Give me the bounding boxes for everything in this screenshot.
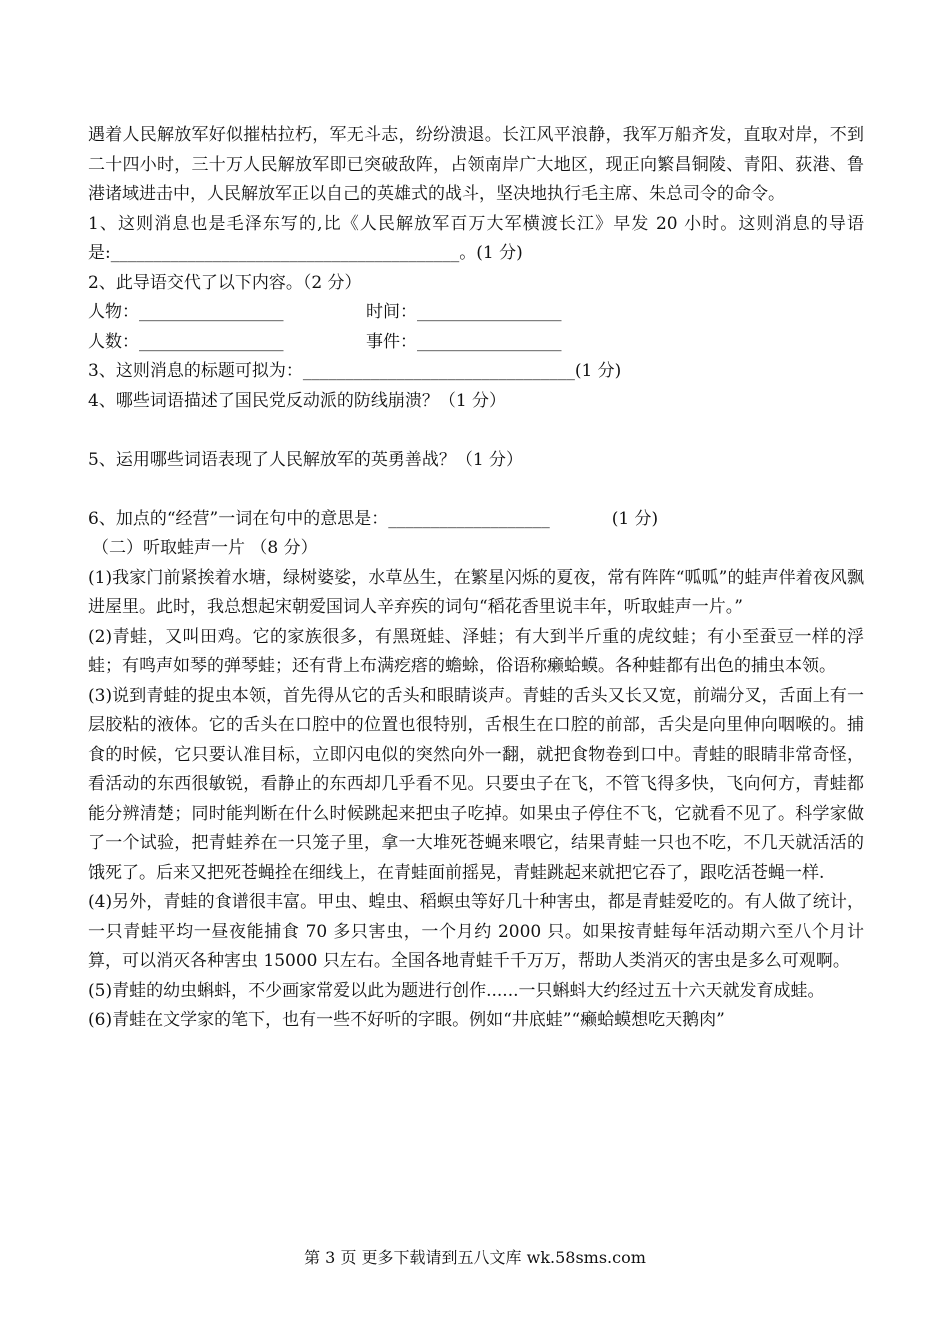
question-3: 3、这则消息的标题可拟为：________________________________(1 分) [88,361,622,381]
question-1: 1、这则消息也是毛泽东写的,比《人民解放军百万大军横渡长江》早发 20 小时。这则消息的导语是:_________________________________________。(1 分) [88,213,864,263]
question-6 [88,505,864,535]
people-blank: 人物：_________________ [88,302,284,322]
question-6-score: (1 分) [611,508,659,529]
count-blank: 人数：_________________ [88,331,284,352]
question-2-row-1 [88,298,864,328]
answer-space [88,416,864,446]
passage-paragraph-2: (2)青蛙，又叫田鸡。它的家族很多，有黑斑蛙、泽蛙；有大到半斤重的虎纹蛙；有小至蚕豆一样的浮蛙；有鸣声如琴的弹琴蛙；还有背上布满疙瘩的蟾蜍，俗语称癞蛤蟆。各种蛙都有出色的捕虫本领。 [88,626,864,676]
question-5: 5、运用哪些词语表现了人民解放军的英勇善战？（1 分） [88,449,524,470]
answer-space [88,475,864,505]
passage-paragraph-5: (5)青蛙的幼虫蝌蚪，不少画家常爱以此为题进行创作......一只蝌蚪大约经过五十六天就发育成蛙。 [88,980,825,1001]
document-page [88,121,864,1036]
section-title: （二）听取蛙声一片 （8 分） [92,538,318,558]
passage-paragraph-6: (6)青蛙在文学家的笔下，也有一些不好听的字眼。例如“井底蛙”“癞蛤蟆想吃天鹅肉” [88,1010,725,1030]
question-6-text: 6、加点的“经营”一词在句中的意思是：___________________ [88,508,550,529]
page-footer: 第 3 页 更多下载请到五八文库 wk.58sms.com [304,1248,646,1267]
passage-paragraph-1: (1)我家门前紧挨着水塘，绿树婆娑，水草丛生，在繁星闪烁的夏夜，常有阵阵“呱呱”的蛙声伴着夜风飘进屋里。此时，我总想起宋朝爱国词人辛弃疾的词句“稻花香里说丰年，听取蛙声一片。” [88,567,864,617]
passage-paragraph-4: (4)另外，青蛙的食谱很丰富。甲虫、蝗虫、稻螟虫等好几十种害虫，都是青蛙爱吃的。有人做了统计，一只青蛙平均一昼夜能捕食 70 多只害虫，一个月约 2000 只。如果按青蛙每年活动期六至八个月计算，可以消灭各种害虫 15000 只左右。全国各地青蛙千千万万，帮助人类消灭的害虫是多么可观啊。 [88,892,864,971]
passage-paragraph-3: (3)说到青蛙的捉虫本领，首先得从它的舌头和眼睛谈声。青蛙的舌头又长又宽，前端分叉，舌面上有一层胶粘的液体。它的舌头在口腔中的位置也很特别，舌根生在口腔的前部，舌尖是向里伸向咽喉的。捕食的时候，它只要认准目标，立即闪电似的突然向外一翻，就把食物卷到口中。青蛙的眼睛非常奇怪，看活动的东西很敏锐，看静止的东西却几乎看不见。只要虫子在飞，不管飞得多快，飞向何方，青蛙都能分辨清楚；同时能判断在什么时候跳起来把虫子吃掉。如果虫子停住不飞，它就看不见了。科学家做了一个试验，把青蛙养在一只笼子里，拿一大堆死苍蝇来喂它，结果青蛙一只也不吃，不几天就活活的饿死了。后来又把死苍蝇拴在细线上，在青蛙面前摇晃，青蛙跳起来就把它吞了，跟吃活苍蝇一样. [88,685,864,883]
intro-paragraph: 遇着人民解放军好似摧枯拉朽，军无斗志，纷纷溃退。长江风平浪静，我军万船齐发，直取对岸，不到二十四小时，三十万人民解放军即已突破敌阵，占领南岸广大地区，现正向繁昌铜陵、青阳、荻港、鲁港诸域进击中，人民解放军正以自己的英雄式的战斗，坚决地执行毛主席、朱总司令的命令。 [88,125,864,204]
event-blank: 事件：_________________ [366,331,562,352]
time-blank: 时间：_________________ [366,302,562,322]
question-2: 2、此导语交代了以下内容。（2 分） [88,272,362,293]
question-2-row-2 [88,328,864,358]
question-4: 4、哪些词语描述了国民党反动派的防线崩溃？（1 分） [88,390,507,411]
